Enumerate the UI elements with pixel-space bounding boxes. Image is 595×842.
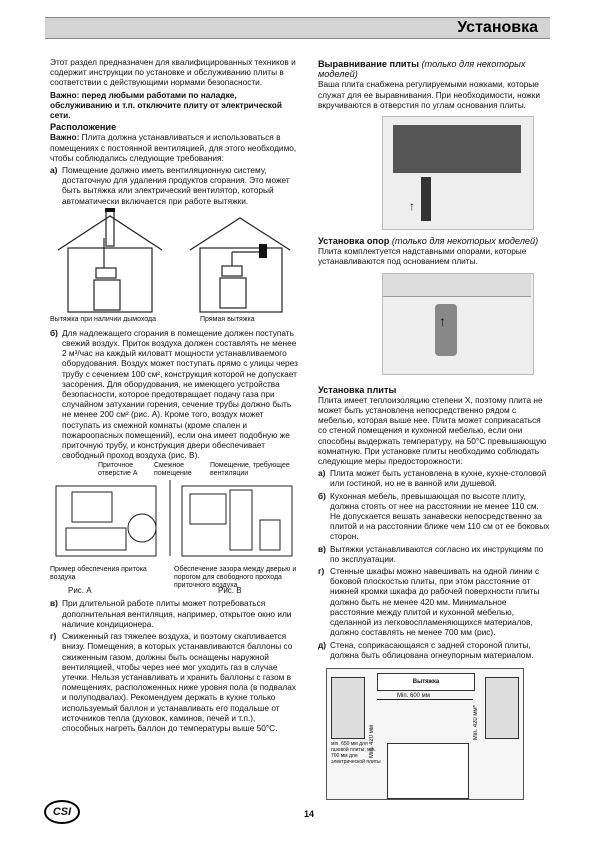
list-item: г) Стенные шкафы можно навешивать на одной линии с боковой плоскостью плиты, при этом расстояние от нижней кромки шкафа до рабочей поверхности плиты должно быть не менее 420 мм. Минимальное расстояние между плитой и кухонной мебелью, сделанной из легковоспламеняющихся материалов, должно составлять не менее 700 мм (рис). [318,566,540,638]
dim-note: мin. 650 мм для газовой плиты; мin. 700 мм для электрической плиты [331,740,381,765]
list-item: б) Для надлежащего сгорания в помещение должен поступать свежий воздух. Приток воздуха должен составлять не менее 2 м³/час на каждый киловатт мощности устанавливаемого оборудования. Воздух может поступать прямо с улицы через трубу с сечением 100 см², конструкция которой не допускает засорения. Для оборудования, не имеющего устройства безопасности, которое предотвращает подачу газа при случайном затухании горения, сечение трубы должно быть не менее 200 см² (рис. А). Кроме того, воздух может поступать из смежной комнаты (кроме спален и пожароопасных помещений), если она имеет подобную же приточную трубу, и конструкция двери обеспечивает свободный проход воздуха (рис. В). [50,327,298,461]
left-column [50,57,298,735]
legs-heading: Установка опор (только для некоторых моделей) [318,236,539,247]
caption-gap: Обеспечение зазора между дверью и порогом для свободного прохода приточного воздуха [174,566,297,590]
caption-example: Пример обеспечения притока воздуха [50,566,147,582]
clearance-diagram [326,668,524,800]
air-supply-illustration [50,480,298,564]
install-rules-list [318,468,550,660]
placement-text: Плита должна устанавливаться и использоваться в помещениях с постоянной вентиляцией, для этого необходимо, чтобы соблюдались следующие требования: [50,132,297,163]
label-ventilated-room: Помещение, требующее вентиляции [210,462,290,478]
label-adjacent-room: Смежное помещение [154,462,192,478]
list-item: в) Вытяжки устанавливаются согласно их инструкциям по по эксплуатации. [318,543,544,564]
air-supply-figure [50,462,298,598]
hood-figure [50,208,298,328]
placement-heading: Расположение [50,122,117,133]
leveling-foot-photo [382,116,534,230]
leveling-heading: Выравнивание плиты (только для некоторых моделей) [318,59,526,80]
figure-b-label: Рис. В [218,586,242,596]
arrow-up-icon: ↑ [439,312,446,329]
caption-hood-direct: Прямая вытяжка [200,315,255,323]
right-column [318,57,550,800]
placement-lead: Важно: [50,132,80,143]
hood-house-illustration [50,208,298,316]
figure-a-label: Рис. А [68,586,92,596]
support-leg-photo [382,273,534,375]
page-header [45,17,550,39]
warning-text: Важно: перед любыми работами по наладке, обслуживанию и т.п. отключите плиту от электрической сети. [50,89,282,121]
list-item: б) Кухонная мебель, превышающая по высоте плиту, должна стоять от нее на расстоянии не менее 110 см. Не допускается вешать занавески непосредственно за плитой и на расстоянии ближе чем 110 см от ее боковых сторон. [318,490,550,542]
page-number: 14 [304,809,315,819]
legs-text: Плита комплектуется надставными опорами, которые устанавливаются под основанием плиты. [318,246,527,267]
caption-hood-chimney: Вытяжка при наличии дымохода [50,315,157,323]
leveling-text: Ваша плита снабжена регулируемыми ножками, которые служат для ее выравнивания. При необходимости, ножки вкручиваются в отверстия по углам основания плиты. [318,79,541,110]
intro-text: Этот раздел предназначен для квалифицированных техников и содержит инструкции по установке и обслуживанию плиты в соответствии с действующими нормами безопасности. [50,57,296,88]
arrow-up-icon: ↑ [409,199,415,214]
list-item: д) Стена, соприкасающаяся с задней стороной плиты, должна быть облицована огнеупорным материалом. [318,639,534,660]
label-inlet: Приточное отверстие А [98,462,138,478]
hood-label: Вытяжка [377,673,475,691]
dim-420-right: Мin. 420 мм* [473,704,479,741]
page-title: Установка [457,19,538,36]
install-text: Плита имеет теплоизоляцию степени X, поэтому плита не может быть установлена непосредственно рядом с мебелью, которая выше нее. Плита может соприкасаться со стеной помещения и кухонной мебелью, если они способны выдержать температуру, на 50°С превышающую комнатную. При установке плиты необходимо соблюдать следующие меры предосторожности: [318,394,547,467]
list-item: а) Плита может быть установлена в кухне, кухне-столовой или гостиной, но не в ванной или душевой. [318,468,547,489]
list-item: г) Сжиженный газ тяжелее воздуха, и поэтому скапливается внизу. Помещения, в которых устанавливаются баллоны со сжиженным газом, должны быть оснащены наружной вентиляцией, чтобы через нее мог уходить газ в случае утечки. Нельзя устанавливать и хранить баллоны с газом в помещениях, расположенных ниже уровня пола (в подвалах и полуподвалах). Рекомендуем держать в кухне только используемый баллон и устанавливать его подальше от источников тепла (духовок, каминов, печей и т.п.), способных нагреть баллон до температуры выше 50°С. [50,631,296,733]
dim-420-left: Мin. 420 мм [369,724,375,758]
list-item: в) При длительной работе плиты может потребоваться дополнительная вентиляция, например, открытое окно или наличие кондиционера. [50,598,292,629]
list-item: а) Помещение должно иметь вентиляционную систему, достаточную для удаления продуктов сгорания. Это может быть вытяжка или электрический вентилятор, который автоматически включается при работе вытяжки. [50,165,290,206]
csi-logo: CSI [44,800,80,824]
install-heading: Установка плиты [318,384,397,395]
dim-600: Мin. 600 мм [397,692,430,699]
